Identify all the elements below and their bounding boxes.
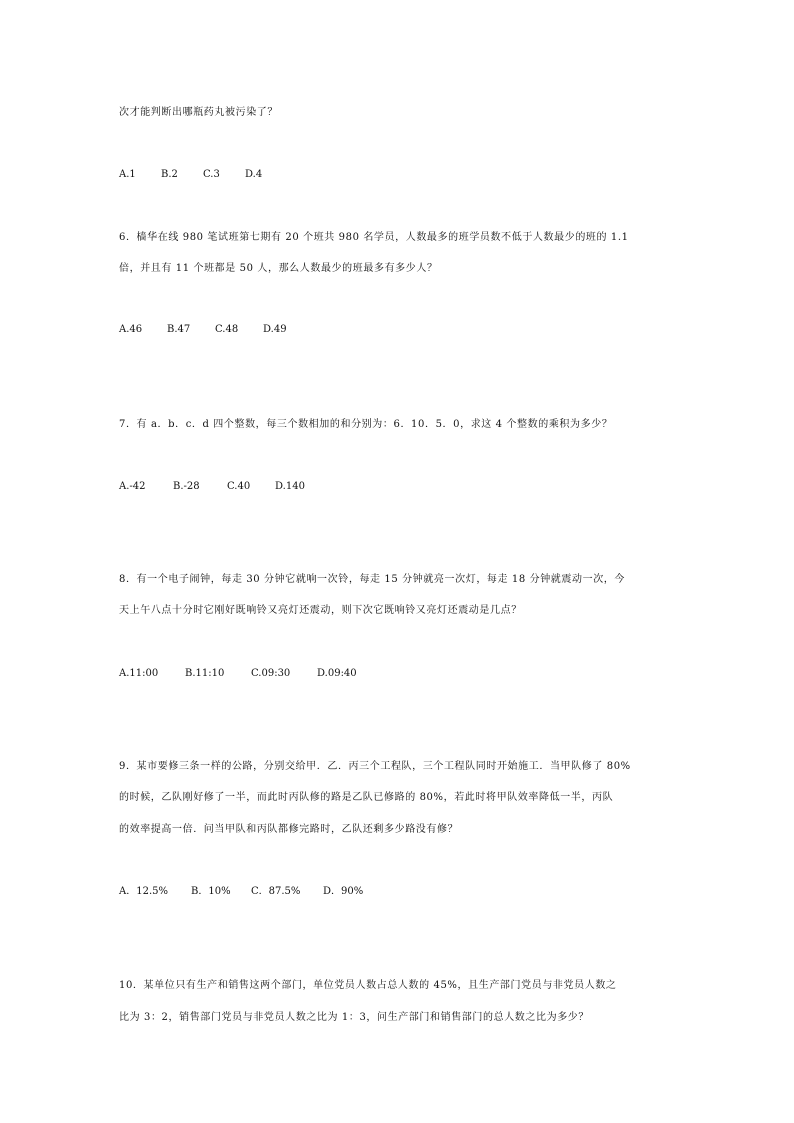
option-c: C.3 <box>203 169 220 180</box>
question-9-line-2: 的时候，乙队刚好修了一半，而此时丙队修的路是乙队已修路的 80%，若此时将甲队效率降低一半，丙队 <box>119 792 614 803</box>
option-d: D.140 <box>275 481 305 492</box>
option-b: B．10% <box>191 886 231 897</box>
option-c: C.40 <box>227 481 251 492</box>
option-a: A.-42 <box>119 481 146 492</box>
option-b: B.47 <box>167 324 191 335</box>
question-7-options <box>119 480 305 494</box>
option-b: B.-28 <box>173 481 200 492</box>
option-a: A.11:00 <box>119 668 159 679</box>
option-d: D．90% <box>323 886 364 897</box>
question-9-line-1: 9．某市要修三条一样的公路，分别交给甲．乙．丙三个工程队，三个工程队同时开始施工．当甲队修了 80% <box>119 761 631 772</box>
question-8-line-2: 天上午八点十分时它刚好既响铃又亮灯还震动，则下次它既响铃又亮灯还震动是几点？ <box>119 605 522 616</box>
question-10-line-2: 比为 3：2，销售部门党员与非党员人数之比为 1：3，问生产部门和销售部门的总人数之比为多少？ <box>119 1012 590 1023</box>
option-b: B.2 <box>161 169 178 180</box>
option-b: B.11:10 <box>185 668 225 679</box>
question-8-options <box>119 667 357 681</box>
option-a: A.1 <box>119 169 136 180</box>
option-a: A．12.5% <box>119 886 168 897</box>
option-c: C.09:30 <box>251 668 291 679</box>
option-c: C．87.5% <box>251 886 301 897</box>
option-a: A.46 <box>119 324 143 335</box>
question-5-continuation: 次才能判断出哪瓶药丸被污染了？ <box>119 107 278 118</box>
question-9-options <box>119 885 363 899</box>
question-5-options <box>119 168 262 182</box>
question-6-line-2: 倍，并且有 11 个班都是 50 人，那么人数最少的班最多有多少人？ <box>119 263 438 274</box>
option-d: D.4 <box>245 169 263 180</box>
option-d: D.09:40 <box>317 668 357 679</box>
question-9-line-3: 的效率提高一倍．问当甲队和丙队都修完路时，乙队还剩多少路没有修？ <box>119 824 459 835</box>
option-c: C.48 <box>215 324 239 335</box>
question-6-line-1: 6．樯华在线 980 笔试班第七期有 20 个班共 980 名学员，人数最多的班学员数不低于人数最少的班的 1.1 <box>119 232 629 243</box>
question-7-line-1: 7．有 a．b．c．d 四个整数，每三个数相加的和分别为：6．10．5．0，求这 4 个整数的乘积为多少？ <box>119 419 613 430</box>
question-6-options <box>119 323 287 337</box>
question-10-line-1: 10．某单位只有生产和销售这两个部门，单位党员人数占总人数的 45%，且生产部门党员与非党员人数之 <box>119 980 617 991</box>
option-d: D.49 <box>263 324 287 335</box>
question-8-line-1: 8．有一个电子闹钟，每走 30 分钟它就响一次铃，每走 15 分钟就亮一次灯，每走 18 分钟就震动一次，今 <box>119 574 626 585</box>
